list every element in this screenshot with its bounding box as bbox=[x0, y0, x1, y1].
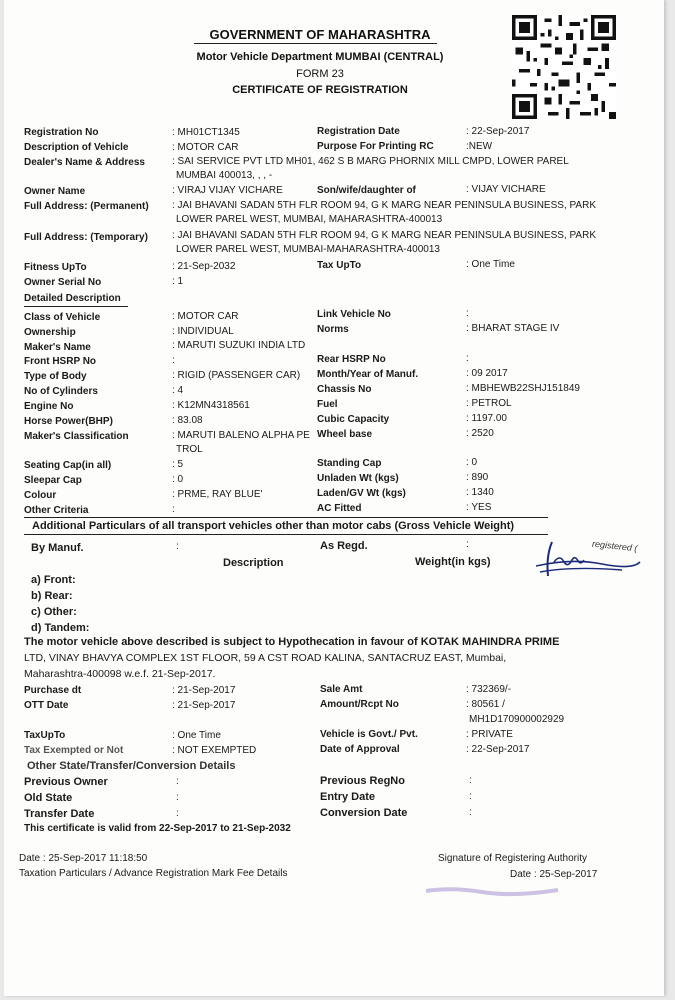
maker-name-value: : MARUTI SUZUKI INDIA LTD bbox=[172, 340, 306, 351]
horse-power-value: : 83.08 bbox=[172, 415, 203, 426]
fuel-value: : PETROL bbox=[466, 398, 512, 409]
additional-bottom-rule bbox=[24, 534, 548, 535]
colour-label: Colour bbox=[24, 490, 57, 501]
other-axle-label: c) Other: bbox=[31, 606, 77, 618]
registration-no-value: : MH01CT1345 bbox=[172, 127, 240, 138]
certificate-title: CERTIFICATE OF REGISTRATION bbox=[232, 84, 408, 96]
purchase-date-label: Purchase dt bbox=[24, 685, 82, 696]
dealer-line1: : SAI SERVICE PVT LTD MH01, 462 S B MARG PHORNIX MILL CMPD, LOWER PAREL bbox=[172, 156, 569, 167]
tax-upto-value: : One Time bbox=[466, 259, 515, 270]
hypothecation-line3: Maharashtra-400098 w.e.f. 21-Sep-2017. bbox=[24, 668, 216, 680]
owner-serial-value: : 1 bbox=[172, 276, 184, 287]
taxation-particulars: Taxation Particulars / Advance Registration Mark Fee Details bbox=[19, 868, 288, 879]
ownership-label: Ownership bbox=[24, 327, 76, 338]
transfer-date-value: : bbox=[176, 808, 179, 819]
previous-owner-label: Previous Owner bbox=[24, 776, 108, 788]
additional-top-rule bbox=[24, 517, 548, 518]
standing-cap-value: : 0 bbox=[466, 457, 478, 468]
laden-wt-label: Laden/GV Wt (kgs) bbox=[317, 488, 406, 499]
govt-pvt-label: Vehicle is Govt./ Pvt. bbox=[320, 729, 418, 740]
fuel-label: Fuel bbox=[317, 399, 338, 410]
ac-fitted-label: AC Fitted bbox=[317, 503, 362, 514]
body-type-value: : RIGID (PASSENGER CAR) bbox=[172, 370, 301, 381]
as-regd-colon: : bbox=[466, 539, 469, 550]
link-vehicle-value: : bbox=[466, 308, 469, 319]
weight-heading: Weight(in kgs) bbox=[415, 556, 491, 568]
previous-regno-label: Previous RegNo bbox=[320, 775, 405, 787]
laden-wt-value: : 1340 bbox=[466, 487, 494, 498]
transfer-heading: Other State/Transfer/Conversion Details bbox=[27, 760, 236, 772]
link-vehicle-label: Link Vehicle No bbox=[317, 309, 391, 320]
dealer-line2: MUMBAI 400013, , , - bbox=[176, 170, 273, 181]
signature-authority-label: Signature of Registering Authority bbox=[438, 853, 587, 864]
other-criteria-label: Other Criteria bbox=[24, 505, 89, 516]
registration-date-value: : 22-Sep-2017 bbox=[466, 126, 530, 137]
class-of-vehicle-value: : MOTOR CAR bbox=[172, 311, 239, 322]
engine-value: : K12MN4318561 bbox=[172, 400, 250, 411]
registration-no-label: Registration No bbox=[24, 127, 99, 138]
chassis-value: : MBHEWB22SHJ151849 bbox=[466, 383, 580, 394]
tax-exempted-label: Tax Exempted or Not bbox=[24, 745, 124, 756]
seating-cap-label: Seating Cap(in all) bbox=[24, 460, 112, 471]
horse-power-label: Horse Power(BHP) bbox=[24, 416, 113, 427]
detailed-heading-rule bbox=[24, 306, 128, 307]
front-axle-label: a) Front: bbox=[31, 574, 76, 586]
signature-mark bbox=[532, 536, 642, 582]
permanent-address-line2: LOWER PAREL WEST, MUMBAI, MAHARASHTRA-400013 bbox=[176, 214, 443, 225]
relation-label: Son/wife/daughter of bbox=[317, 185, 416, 196]
maker-class-value: : MARUTI BALENO ALPHA PE bbox=[172, 430, 310, 441]
owner-serial-label: Owner Serial No bbox=[24, 277, 102, 288]
previous-owner-value: : bbox=[176, 776, 179, 787]
ott-date-value: : 21-Sep-2017 bbox=[172, 700, 236, 711]
additional-heading: Additional Particulars of all transport vehicles other than motor cabs (Gross Vehicle Weight) bbox=[32, 520, 515, 532]
standing-cap-label: Standing Cap bbox=[317, 458, 382, 469]
tandem-axle-label: d) Tandem: bbox=[31, 622, 90, 634]
unladen-wt-label: Unladen Wt (kgs) bbox=[317, 473, 399, 484]
gov-title: GOVERNMENT OF MAHARASHTRA bbox=[209, 27, 431, 42]
vehicle-description-value: : MOTOR CAR bbox=[172, 142, 239, 153]
tax-upto2-value: : One Time bbox=[172, 730, 221, 741]
fitness-value: : 21-Sep-2032 bbox=[172, 261, 236, 272]
purchase-date-value: : 21-Sep-2017 bbox=[172, 685, 236, 696]
previous-regno-value: : bbox=[469, 775, 472, 786]
purpose-value: :NEW bbox=[466, 141, 493, 152]
dealer-label: Dealer's Name & Address bbox=[24, 157, 145, 168]
cylinders-label: No of Cylinders bbox=[24, 386, 98, 397]
issue-date: Date : 25-Sep-2017 11:18:50 bbox=[19, 853, 148, 864]
wheel-base-value: : 2520 bbox=[466, 428, 494, 439]
hypothecation-line1: The motor vehicle above described is subject to Hypothecation in favour of KOTAK MAHINDRA PRIME bbox=[24, 636, 560, 648]
detailed-description-heading: Detailed Description bbox=[24, 293, 121, 304]
hypothecation-line2: LTD, VINAY BHAVYA COMPLEX 1ST FLOOR, 59 A CST ROAD KALINA, SANTACRUZ EAST, Mumbai, bbox=[24, 652, 507, 664]
registration-certificate bbox=[4, 0, 664, 996]
ott-date-label: OTT Date bbox=[24, 700, 69, 711]
other-criteria-value: : bbox=[172, 504, 175, 515]
old-state-label: Old State bbox=[24, 792, 73, 804]
cubic-capacity-label: Cubic Capacity bbox=[317, 414, 390, 425]
fitness-label: Fitness UpTo bbox=[24, 262, 87, 273]
ownership-value: : INDIVIDUAL bbox=[172, 326, 234, 337]
norms-value: : BHARAT STAGE IV bbox=[466, 323, 560, 334]
permanent-address-label: Full Address: (Permanent) bbox=[24, 201, 149, 212]
vehicle-description-label: Description of Vehicle bbox=[24, 142, 129, 153]
rear-hsrp-value: : bbox=[466, 353, 469, 364]
owner-name-label: Owner Name bbox=[24, 186, 86, 197]
by-manuf-colon: : bbox=[176, 541, 179, 552]
cubic-capacity-value: : 1197.00 bbox=[466, 413, 507, 424]
conversion-date-value: : bbox=[469, 807, 472, 818]
sale-amt-value: : 732369/- bbox=[466, 684, 512, 695]
body-type-label: Type of Body bbox=[24, 371, 87, 382]
owner-name-value: : VIRAJ VIJAY VICHARE bbox=[172, 185, 283, 196]
ac-fitted-value: : YES bbox=[466, 502, 492, 513]
sale-amt-label: Sale Amt bbox=[320, 684, 363, 695]
unladen-wt-value: : 890 bbox=[466, 472, 489, 483]
seating-cap-value: : 5 bbox=[172, 459, 184, 470]
description-heading: Description bbox=[223, 557, 284, 569]
class-of-vehicle-label: Class of Vehicle bbox=[24, 312, 101, 323]
transfer-date-label: Transfer Date bbox=[24, 808, 95, 820]
form-title: FORM 23 bbox=[296, 68, 344, 80]
tax-exempted-value: : NOT EXEMPTED bbox=[172, 745, 257, 756]
tax-upto-label: Tax UpTo bbox=[317, 260, 362, 271]
approval-date-value: : 22-Sep-2017 bbox=[466, 744, 530, 755]
registered-stamp-text: registered ( bbox=[591, 538, 638, 554]
qr-code bbox=[512, 15, 616, 119]
dept-title: Motor Vehicle Department MUMBAI (CENTRAL) bbox=[196, 51, 444, 63]
faded-stamp bbox=[422, 884, 562, 898]
temporary-address-line2: LOWER PAREL WEST, MUMBAI-MAHARASHTRA-400013 bbox=[176, 244, 440, 255]
sleeper-cap-label: Sleepar Cap bbox=[24, 475, 82, 486]
tax-upto2-label: TaxUpTo bbox=[24, 730, 66, 741]
permanent-address-line1: : JAI BHAVANI SADAN 5TH FLR ROOM 94, G K MARG NEAR PENINSULA BUSINESS, PARK bbox=[172, 200, 596, 211]
chassis-label: Chassis No bbox=[317, 384, 372, 395]
signature-date: Date : 25-Sep-2017 bbox=[510, 869, 598, 880]
purpose-label: Purpose For Printing RC bbox=[317, 141, 434, 152]
manuf-date-label: Month/Year of Manuf. bbox=[317, 369, 419, 380]
maker-class-label: Maker's Classification bbox=[24, 431, 129, 442]
relation-value: : VIJAY VICHARE bbox=[466, 184, 546, 195]
as-regd-label: As Regd. bbox=[320, 540, 368, 552]
conversion-date-label: Conversion Date bbox=[320, 807, 408, 819]
manuf-date-value: : 09 2017 bbox=[466, 368, 508, 379]
amount-receipt-value: : 80561 / bbox=[466, 699, 505, 710]
rear-hsrp-label: Rear HSRP No bbox=[317, 354, 386, 365]
by-manuf-label: By Manuf. bbox=[31, 542, 84, 554]
wheel-base-label: Wheel base bbox=[317, 429, 373, 440]
receipt-number-cont: MH1D170900002929 bbox=[469, 714, 565, 725]
entry-date-value: : bbox=[469, 791, 472, 802]
cylinders-value: : 4 bbox=[172, 385, 184, 396]
front-hsrp-value: : bbox=[172, 355, 175, 366]
sleeper-cap-value: : 0 bbox=[172, 474, 184, 485]
rear-axle-label: b) Rear: bbox=[31, 590, 73, 602]
temporary-address-label: Full Address: (Temporary) bbox=[24, 232, 148, 243]
amount-receipt-label: Amount/Rcpt No bbox=[320, 699, 399, 710]
approval-date-label: Date of Approval bbox=[320, 744, 400, 755]
registration-date-label: Registration Date bbox=[317, 126, 400, 137]
front-hsrp-label: Front HSRP No bbox=[24, 356, 97, 367]
govt-pvt-value: : PRIVATE bbox=[466, 729, 513, 740]
engine-label: Engine No bbox=[24, 401, 74, 412]
colour-value: : PRME, RAY BLUE' bbox=[172, 489, 263, 500]
entry-date-label: Entry Date bbox=[320, 791, 376, 803]
gov-title-underline bbox=[194, 43, 437, 44]
maker-class-value-cont: TROL bbox=[176, 444, 203, 455]
maker-name-label: Maker's Name bbox=[24, 342, 91, 353]
old-state-value: : bbox=[176, 792, 179, 803]
validity-statement: This certificate is valid from 22-Sep-2017 to 21-Sep-2032 bbox=[24, 823, 291, 834]
temporary-address-line1: : JAI BHAVANI SADAN 5TH FLR ROOM 94, G K MARG NEAR PENINSULA BUSINESS, PARK bbox=[172, 230, 596, 241]
norms-label: Norms bbox=[317, 324, 349, 335]
